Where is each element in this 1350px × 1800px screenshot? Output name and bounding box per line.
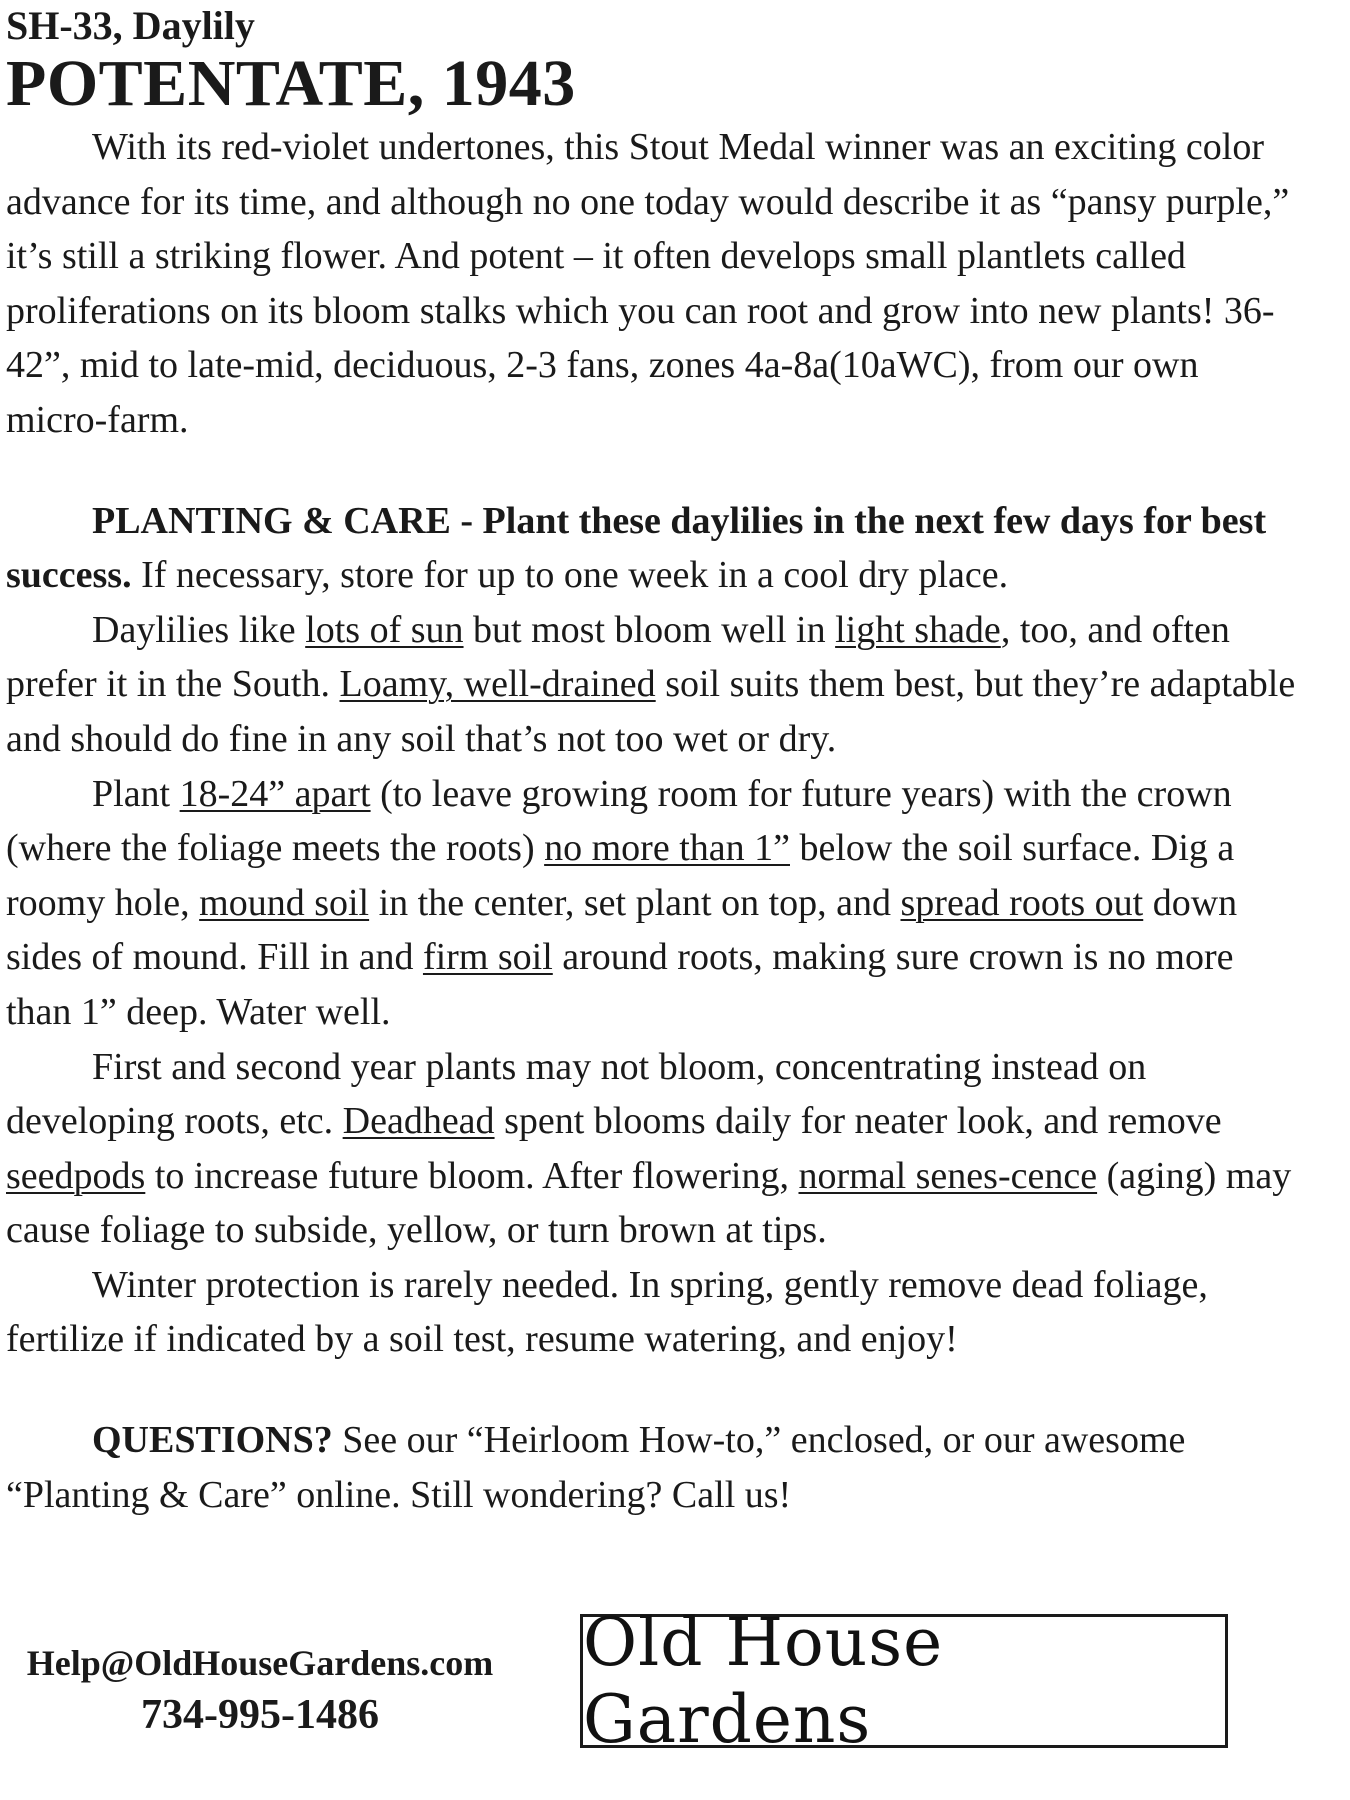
underlined-phrase: firm soil [422, 936, 553, 979]
underlined-phrase: Deadhead [342, 1100, 495, 1143]
bloom-care-paragraph [6, 1040, 1296, 1258]
text-run: to increase future bloom. After flowering, [145, 1154, 799, 1197]
text-run: , too, and often prefer it in the South. [6, 608, 1230, 706]
storage-note: If necessary, store for up to one week in a cool dry place. [131, 554, 1009, 597]
text-run: (to leave growing room for future years) with the crown (where the foliage meets the roots) [6, 772, 1232, 870]
underlined-phrase: normal senes-cence [798, 1154, 1098, 1197]
text-run: Plant [92, 772, 180, 815]
underlined-phrase: Loamy, well-drained [339, 663, 656, 706]
text-run: Daylilies like [92, 608, 306, 651]
instruction-sheet [6, 0, 1296, 1522]
phone-number: 734-995-1486 [141, 1692, 379, 1738]
underlined-phrase: 18-24” apart [179, 772, 371, 815]
text-run: down sides of mound. Fill in and [6, 881, 1238, 979]
underlined-phrase: light shade [835, 608, 1001, 651]
section-gap [6, 448, 1296, 494]
variety-title: POTENTATE, 1943 [6, 47, 576, 120]
contact-block [0, 1637, 520, 1741]
text-run: spent blooms daily for neater look, and remove [494, 1100, 1222, 1143]
section-gap [6, 1367, 1296, 1413]
text-run: soil suits them best, but they’re adaptable and should do fine in any soil that’s not too wet or dry. [6, 663, 1296, 760]
underlined-phrase: mound soil [199, 881, 370, 924]
questions-text: See our “Heirloom How-to,” enclosed, or our awesome “Planting & Care” online. Still wondering? Call us! [6, 1419, 1186, 1516]
company-logo [580, 1604, 1228, 1758]
underlined-phrase: no more than 1” [544, 827, 790, 870]
underlined-phrase: spread roots out [900, 881, 1144, 924]
planting-heading-paragraph [6, 494, 1296, 603]
text-run: but most bloom well in [463, 608, 836, 651]
text-run: around roots, making sure crown is no more than 1” deep. Water well. [6, 936, 1234, 1033]
questions-label: QUESTIONS? [92, 1419, 333, 1462]
text-run: in the center, set plant on top, and [369, 881, 901, 924]
email-address: Help@OldHouseGardens.com [26, 1643, 494, 1683]
text-run: below the soil surface. Dig a roomy hole, [6, 827, 1235, 924]
planting-depth-paragraph [6, 767, 1296, 1040]
questions-paragraph [6, 1413, 1296, 1522]
winter-paragraph: Winter protection is rarely needed. In spring, gently remove dead foliage, fertilize if indicated by a soil test, resume watering, and enjoy! [6, 1263, 1208, 1361]
underlined-phrase: lots of sun [305, 608, 464, 651]
text-run: First and second year plants may not bloom, concentrating instead on developing roots, etc. [6, 1045, 1147, 1143]
product-code: SH-33, Daylily [6, 3, 255, 48]
intro-paragraph: With its red-violet undertones, this Stout Medal winner was an exciting color advance for its time, and although no one today would describe it as “pansy purple,” it’s still a striking flower. And potent – it often develops small plantlets called proliferations on its bloom stalks which you can root and grow into new plants! 36-42”, mid to late-mid, deciduous, 2-3 fans, zones 4a-8a(10aWC), from our own micro-farm. [6, 126, 1290, 441]
underlined-phrase: seedpods [6, 1154, 146, 1197]
text-run: (aging) may cause foliage to subside, yellow, or turn brown at tips. [6, 1154, 1292, 1252]
logo-wordmark: Old House Gardens [583, 1604, 944, 1758]
sun-soil-paragraph [6, 603, 1296, 767]
planting-heading: PLANTING & CARE - Plant these daylilies in the next few days for best success. [6, 499, 1267, 597]
